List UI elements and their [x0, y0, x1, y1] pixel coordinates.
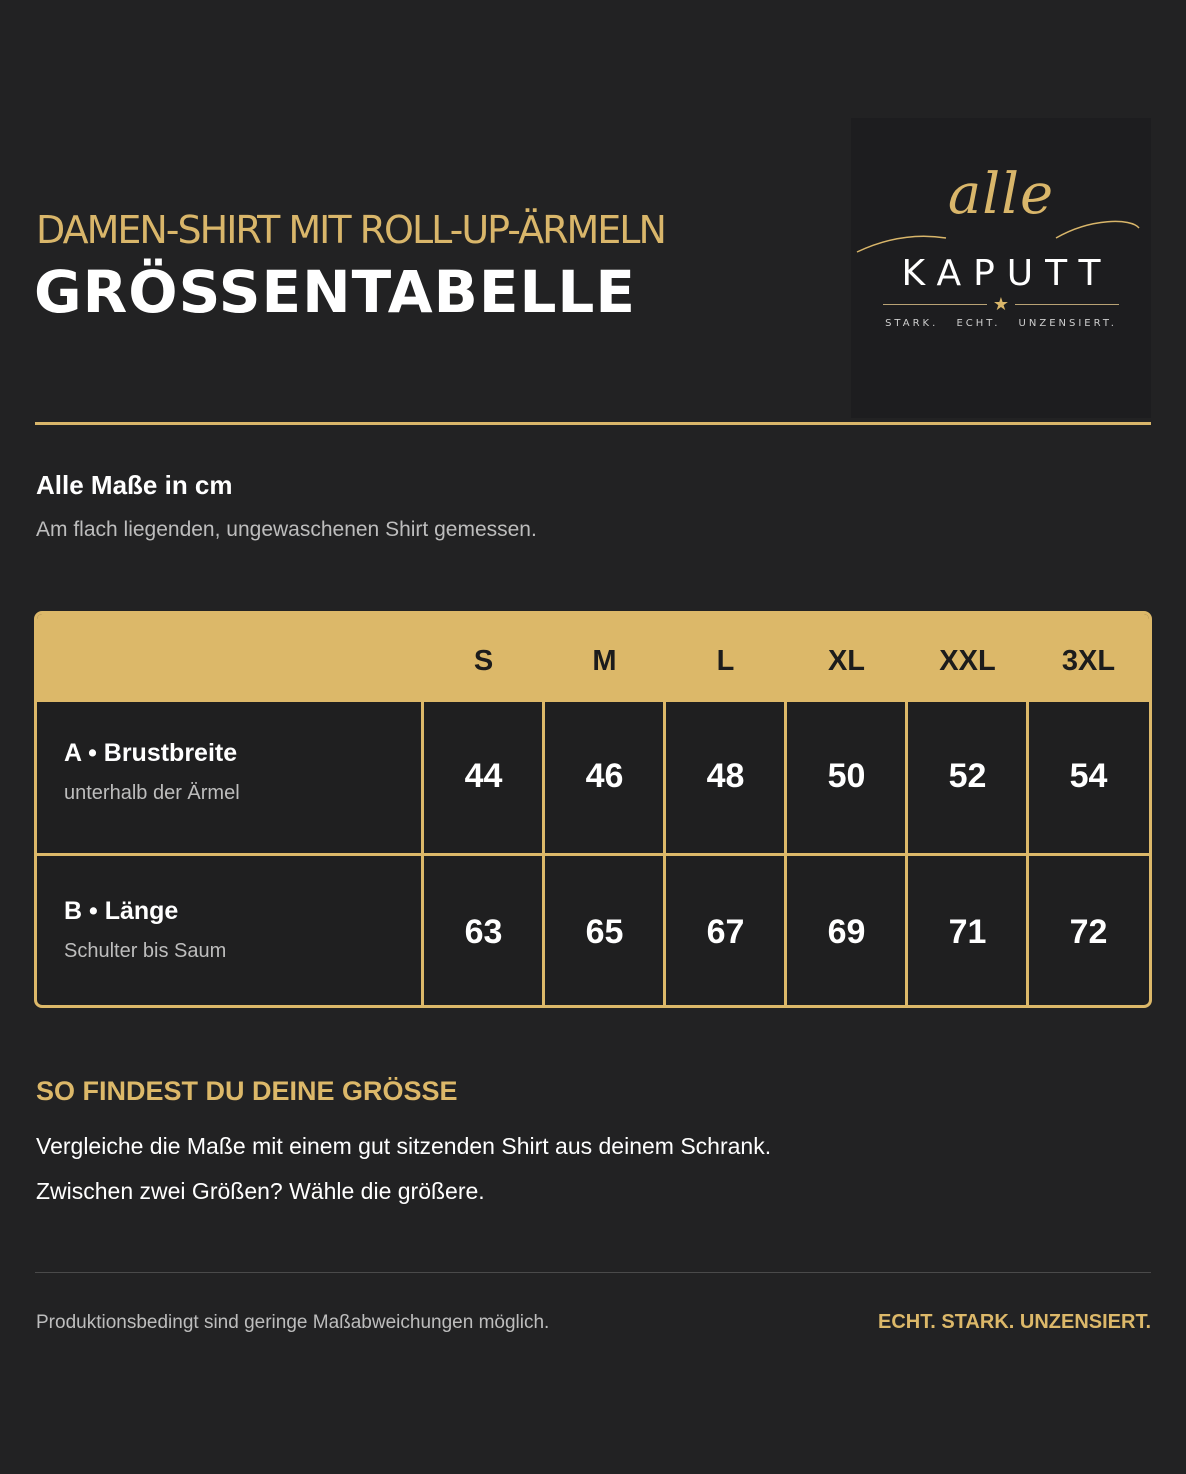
cell-length-m: 65 — [585, 913, 624, 951]
footer-divider — [35, 1272, 1151, 1273]
page-title: GRÖSSENTABELLE — [34, 258, 636, 326]
footer-slogan: ECHT. STARK. UNZENSIERT. — [878, 1311, 1151, 1333]
cell-chest-xxl: 52 — [948, 757, 987, 795]
cell-chest-xl: 50 — [827, 757, 866, 795]
howto-line-1: Vergleiche die Maße mit einem gut sitzenden Shirt aus deinem Schrank. — [36, 1133, 772, 1159]
size-header-l: L — [716, 645, 735, 677]
cell-chest-s: 44 — [464, 757, 503, 795]
size-header-m: M — [592, 645, 617, 677]
row-label-length: B • Länge — [64, 897, 179, 925]
cell-length-xxl: 71 — [948, 913, 987, 951]
footer-disclaimer: Produktionsbedingt sind geringe Maßabweichungen möglich. — [36, 1312, 550, 1333]
brand-logo — [851, 118, 1151, 418]
units-heading: Alle Maße in cm — [36, 470, 233, 500]
table-row-length — [37, 856, 1149, 1008]
size-header-xl: XL — [827, 645, 866, 677]
header-divider — [35, 422, 1151, 425]
logo-divider-right — [1015, 304, 1119, 305]
cell-length-3xl: 72 — [1069, 913, 1108, 951]
table-header — [37, 614, 1149, 702]
cell-chest-m: 46 — [585, 757, 624, 795]
cell-length-l: 67 — [706, 913, 745, 951]
cell-length-s: 63 — [464, 913, 503, 951]
cell-length-xl: 69 — [827, 913, 866, 951]
measure-note: Am flach liegenden, ungewaschenen Shirt gemessen. — [36, 518, 537, 541]
logo-wordmark: KAPUTT — [901, 253, 1113, 294]
logo-divider-left — [883, 304, 987, 305]
size-header-xxl: XXL — [939, 645, 996, 677]
table-row-chest — [37, 702, 1149, 853]
logo-script-text: alle — [947, 162, 1055, 227]
row-sub-length: Schulter bis Saum — [64, 940, 227, 962]
howto-heading: SO FINDEST DU DEINE GRÖSSE — [36, 1076, 458, 1106]
size-header-3xl: 3XL — [1061, 645, 1116, 677]
star-icon: ★ — [992, 294, 1010, 314]
logo-tagline: STARK. ECHT. UNZENSIERT. — [885, 318, 1117, 329]
howto-line-2: Zwischen zwei Größen? Wähle die größere. — [36, 1178, 485, 1204]
row-sub-chest: unterhalb der Ärmel — [64, 782, 240, 804]
product-subtitle: DAMEN-SHIRT MIT ROLL-UP-ÄRMELN — [36, 208, 665, 252]
size-header-s: S — [473, 645, 494, 677]
size-table — [34, 611, 1152, 1008]
cell-chest-l: 48 — [706, 757, 745, 795]
row-label-chest: A • Brustbreite — [64, 739, 238, 767]
cell-chest-3xl: 54 — [1069, 757, 1108, 795]
